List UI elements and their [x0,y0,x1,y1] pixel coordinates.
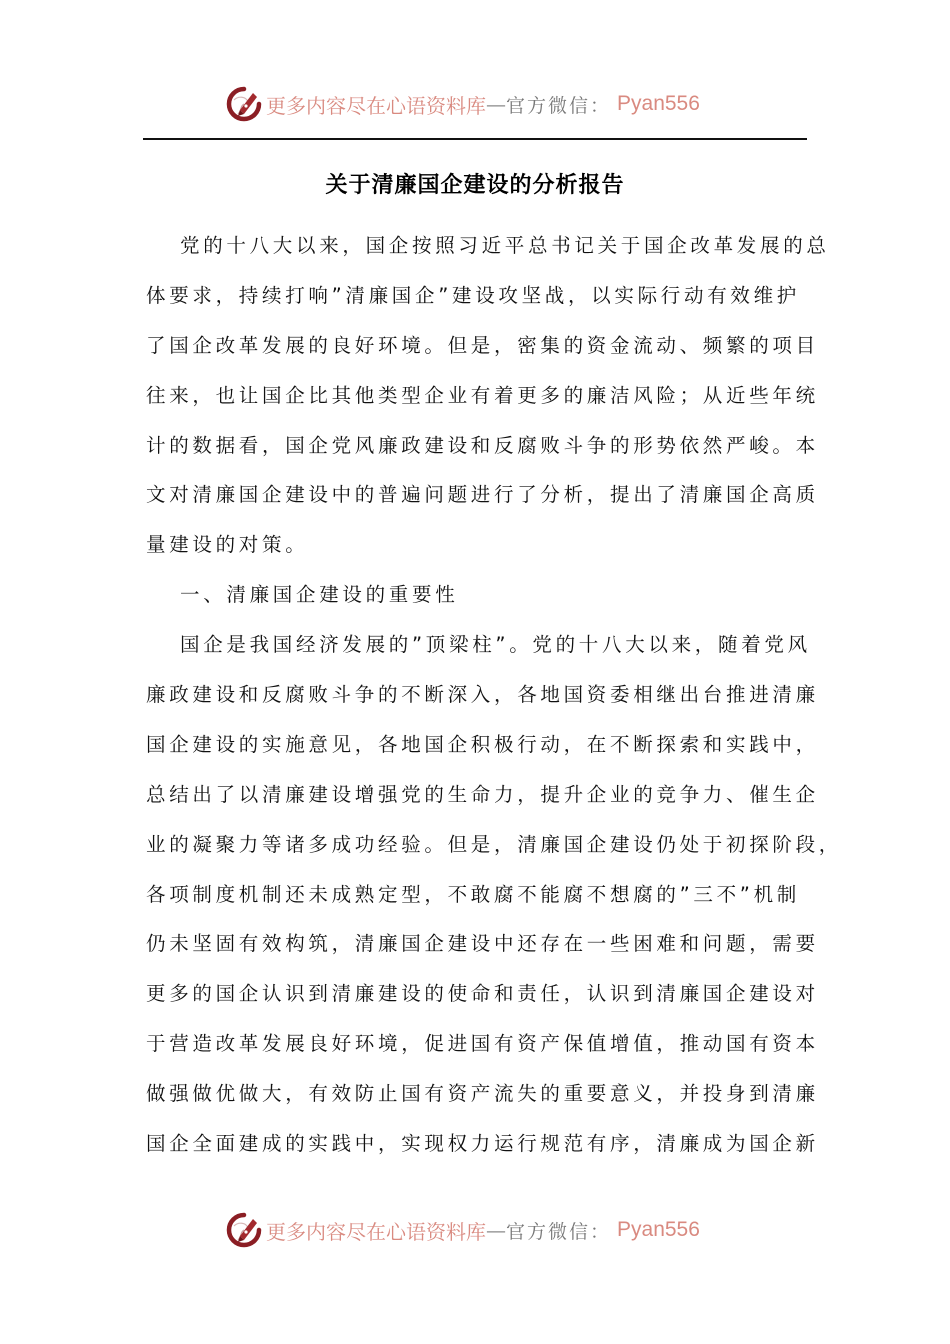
paragraph-line: 仍未坚固有效构筑，清廉国企建设中还存在一些困难和问题，需要 [146,932,819,956]
paragraph-line: 廉政建设和反腐败斗争的不断深入，各地国资委相继出台推进清廉 [146,683,819,707]
watermark-wechat-label: 官方微信： [506,1220,612,1243]
paragraph-line: 业的凝聚力等诸多成功经验。但是，清廉国企建设仍处于初探阶段， [146,832,843,856]
paragraph-line: 国企全面建成的实践中，实现权力运行规范有序，清廉成为国企新 [146,1132,819,1156]
paragraph-line: 往来，也让国企比其他类型企业有着更多的廉洁风险；从近些年统 [146,383,819,407]
paragraph-line: 党的十八大以来，国企按照习近平总书记关于国企改革发展的总 [180,234,830,257]
pen-nib-circle-logo-icon [226,86,262,122]
document-body [146,228,843,1176]
watermark-wechat-id: Pyan556 [617,1218,700,1241]
header-divider [143,138,807,140]
watermark-dash: — [486,1218,506,1242]
document-title: 关于清廉国企建设的分析报告 [325,173,625,198]
paragraph-line: 了国企改革发展的良好环境。但是，密集的资金流动、频繁的项目 [146,333,819,357]
paragraph-line: 文对清廉国企建设中的普遍问题进行了分析，提出了清廉国企高质 [146,483,819,507]
paragraph-line: 做强做优做大，有效防止国有资产流失的重要意义，并投身到清廉 [146,1082,819,1106]
watermark-main-text: 更多内容尽在心语资料库 [266,93,486,118]
watermark-wechat-id: Pyan556 [617,92,700,115]
paragraph-line: 总结出了以清廉建设增强党的生命力，提升企业的竞争力、催生企 [146,782,819,806]
paragraph-line: 各项制度机制还未成熟定型，不敢腐不能腐不想腐的”三不”机制 [146,882,801,906]
paragraph-line: 更多的国企认识到清廉建设的使命和责任，认识到清廉国企建设对 [146,982,819,1006]
paragraph-line: 量建设的对策。 [146,533,309,557]
footer-watermark [226,1210,700,1250]
pen-nib-circle-logo-icon [226,1212,262,1248]
paragraph-line: 体要求，持续打响”清廉国企”建设攻坚战，以实际行动有效维护 [146,283,801,307]
paragraph-line: 国企是我国经济发展的”顶梁柱”。党的十八大以来，随着党风 [180,633,811,657]
paragraph-line: 于营造改革发展良好环境，促进国有资产保值增值，推动国有资本 [146,1032,819,1056]
paragraph-line: 计的数据看，国企党风廉政建设和反腐败斗争的形势依然严峻。本 [146,433,819,457]
watermark-wechat-label: 官方微信： [506,94,612,117]
section-heading: 一、清廉国企建设的重要性 [180,583,459,607]
watermark-dash: — [486,92,506,116]
watermark-main-text: 更多内容尽在心语资料库 [266,1219,486,1244]
header-watermark [226,84,700,124]
paragraph-line: 国企建设的实施意见，各地国企积极行动，在不断探索和实践中， [146,732,819,756]
